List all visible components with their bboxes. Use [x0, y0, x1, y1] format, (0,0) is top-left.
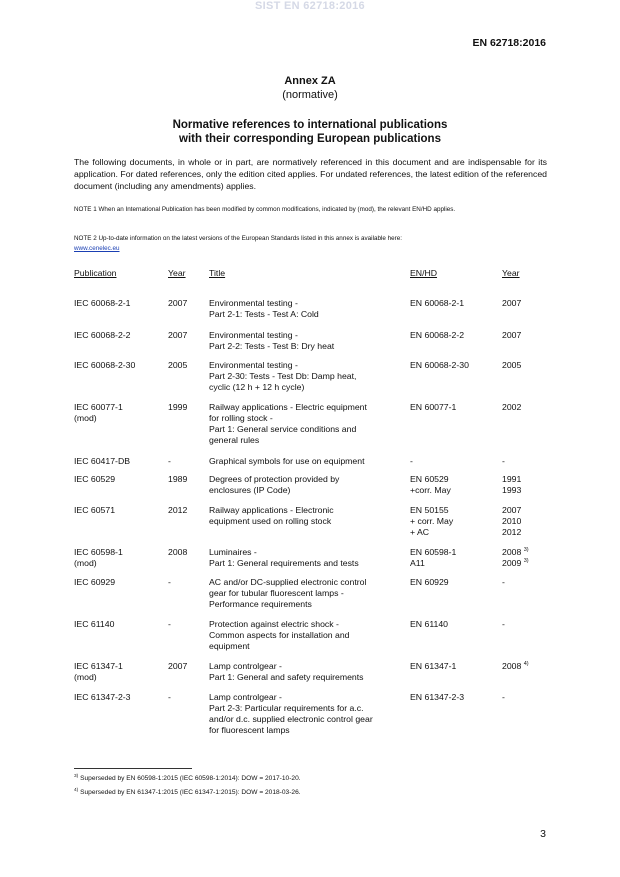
cell-line	[502, 547, 529, 558]
cell-line: 2007	[168, 330, 188, 340]
cell-year	[168, 402, 187, 413]
cell-title	[209, 330, 334, 352]
cell-line: EN 60529	[410, 474, 449, 484]
cell-title	[209, 547, 359, 569]
cell-line: IEC 61347-2-3	[74, 692, 131, 702]
cell-line: Protection against electric shock -	[209, 619, 339, 629]
cell-line: -	[168, 577, 171, 587]
year-value: 2010	[502, 516, 522, 526]
cell-line: AC and/or DC-supplied electronic control	[209, 577, 367, 587]
cell-line: -	[168, 692, 171, 702]
footnote-mark: 3)	[74, 774, 79, 779]
cell-line: enclosures (IP Code)	[209, 485, 291, 495]
cell-line: Environmental testing -	[209, 330, 298, 340]
cell-en-hd	[410, 547, 456, 569]
year-value: 2012	[502, 527, 522, 537]
note-1: NOTE 1 When an International Publication has been modified by common modifications, indicated by (mod), the relevant EN/HD applies.	[74, 206, 456, 213]
cell-year	[168, 577, 171, 588]
cell-line: 2007	[168, 661, 188, 671]
cell-title	[209, 692, 373, 736]
cenelec-link[interactable]: www.cenelec.eu	[74, 244, 120, 252]
cell-line	[502, 505, 521, 516]
cell-year	[168, 661, 187, 672]
cell-line: IEC 60598-1	[74, 547, 123, 557]
cell-year	[168, 692, 171, 703]
cell-line: for fluorescent lamps	[209, 725, 290, 735]
cell-line: Environmental testing -	[209, 298, 298, 308]
watermark: SIST EN 62718:2016	[255, 0, 365, 12]
cell-title	[209, 474, 339, 496]
column-header-year-en: Year	[502, 268, 520, 278]
cell-line: A11	[410, 558, 425, 568]
cell-year	[168, 547, 187, 558]
cell-en-hd	[410, 661, 456, 672]
cell-line: (mod)	[74, 558, 97, 568]
cell-publication	[74, 456, 130, 467]
year-value: 1993	[502, 485, 522, 495]
year-value: 2008	[502, 547, 522, 557]
cell-line: 2007	[168, 298, 188, 308]
cell-line: Railway applications - Electronic	[209, 505, 334, 515]
note-2	[74, 234, 547, 253]
cell-line: general rules	[209, 435, 260, 445]
cell-publication	[74, 547, 123, 569]
section-heading	[0, 118, 620, 146]
footnote-4	[74, 788, 301, 797]
cell-line: + AC	[410, 527, 430, 537]
cell-line: Part 2-1: Tests - Test A: Cold	[209, 309, 319, 319]
cell-line: -	[168, 619, 171, 629]
cell-line: IEC 61140	[74, 619, 115, 629]
cell-year-en	[502, 360, 521, 371]
cell-line	[502, 360, 521, 371]
cell-title	[209, 360, 356, 393]
cell-line: gear for tubular fluorescent lamps -	[209, 588, 344, 598]
page-number: 3	[540, 828, 546, 840]
cell-year-en	[502, 661, 529, 672]
annex-subtitle: (normative)	[282, 89, 338, 101]
cell-year-en	[502, 330, 521, 341]
cell-publication	[74, 692, 131, 703]
footnote-ref: 3)	[523, 558, 529, 564]
cell-line: (mod)	[74, 413, 97, 423]
cell-line	[502, 558, 529, 569]
cell-line: EN 60068-2-1	[410, 298, 465, 308]
cell-line: Part 1: General requirements and tests	[209, 558, 359, 568]
cell-line: -	[410, 456, 413, 466]
year-value: 2009	[502, 558, 522, 568]
cell-line: + corr. May	[410, 516, 454, 526]
cell-line: +corr. May	[410, 485, 451, 495]
cell-line	[502, 692, 505, 703]
cell-year	[168, 619, 171, 630]
cell-year-en	[502, 474, 521, 496]
cell-line: equipment	[209, 641, 250, 651]
cell-line	[502, 330, 521, 341]
cell-en-hd	[410, 456, 413, 467]
cell-line	[502, 619, 505, 630]
cell-line	[502, 456, 505, 467]
footnote-divider	[74, 768, 192, 769]
cell-year	[168, 298, 187, 309]
cell-en-hd	[410, 360, 469, 371]
cell-line: Part 2-2: Tests - Test B: Dry heat	[209, 341, 335, 351]
cell-line: Part 1: General service conditions and	[209, 424, 357, 434]
cell-line: IEC 61347-1	[74, 661, 123, 671]
document-id: EN 62718:2016	[472, 37, 546, 49]
cell-title	[209, 661, 364, 683]
cell-title	[209, 456, 365, 467]
cell-line: -	[168, 456, 171, 466]
cell-line: for rolling stock -	[209, 413, 273, 423]
cell-line: IEC 60068-2-2	[74, 330, 131, 340]
intro-paragraph: The following documents, in whole or in part, are normatively referenced in this document and are indispensable for its application. For dated references, only the edition cited applies. For undated references, the latest edition of the referenced document (including any amendments) applies.	[74, 157, 547, 191]
cell-line: Part 2-30: Tests - Test Db: Damp heat,	[209, 371, 357, 381]
cell-year-en	[502, 577, 505, 588]
cell-line: Performance requirements	[209, 599, 312, 609]
cell-line	[502, 516, 521, 527]
cell-line: EN 60929	[410, 577, 449, 587]
note-2-text: NOTE 2 Up-to-date information on the latest versions of the European Standards listed in this annex is available here:	[74, 235, 402, 242]
cell-line: IEC 60571	[74, 505, 116, 515]
cell-line: cyclic (12 h + 12 h cycle)	[209, 382, 305, 392]
cell-line: 1999	[168, 402, 188, 412]
cell-year	[168, 474, 187, 485]
year-value: 2007	[502, 330, 522, 340]
cell-publication	[74, 402, 123, 424]
cell-line: 2005	[168, 360, 188, 370]
year-value: -	[502, 692, 505, 702]
cell-en-hd	[410, 692, 464, 703]
cell-line: 2012	[168, 505, 188, 515]
cell-line: EN 60598-1	[410, 547, 457, 557]
cell-line: EN 60077-1	[410, 402, 457, 412]
cell-year-en	[502, 505, 521, 538]
cell-line: 2008	[168, 547, 188, 557]
year-value: 2008	[502, 661, 522, 671]
cell-line	[502, 402, 521, 413]
heading-line-1: Normative references to international publications	[172, 119, 448, 131]
column-header-publication: Publication	[74, 268, 117, 278]
cell-line: Lamp controlgear -	[209, 692, 282, 702]
cell-line: Lamp controlgear -	[209, 661, 282, 671]
year-value: -	[502, 577, 505, 587]
cell-year	[168, 360, 187, 371]
cell-line: 1989	[168, 474, 188, 484]
cell-line: EN 60068-2-30	[410, 360, 469, 370]
cell-en-hd	[410, 619, 448, 630]
year-value: -	[502, 619, 505, 629]
cell-line: equipment used on rolling stock	[209, 516, 332, 526]
cell-title	[209, 505, 334, 527]
year-value: 1991	[502, 474, 522, 484]
cell-year-en	[502, 692, 505, 703]
heading-line-2: with their corresponding European publications	[179, 133, 441, 145]
cell-publication	[74, 619, 114, 630]
year-value: 2007	[502, 298, 522, 308]
cell-publication	[74, 298, 131, 309]
year-value: 2005	[502, 360, 522, 370]
footnote-ref: 4)	[523, 661, 529, 667]
footnote-3	[74, 774, 301, 783]
cell-line: EN 50155	[410, 505, 449, 515]
cell-line	[502, 661, 529, 672]
cell-line: Common aspects for installation and	[209, 630, 350, 640]
cell-year-en	[502, 456, 505, 467]
column-header-title: Title	[209, 268, 226, 278]
cell-line: Environmental testing -	[209, 360, 298, 370]
cell-publication	[74, 330, 131, 341]
cell-line: Luminaires -	[209, 547, 257, 557]
cell-line: EN 61347-2-3	[410, 692, 465, 702]
cell-year-en	[502, 619, 505, 630]
cell-publication	[74, 505, 115, 516]
cell-en-hd	[410, 402, 456, 413]
cell-year-en	[502, 547, 529, 569]
cell-title	[209, 619, 350, 652]
cell-year	[168, 456, 171, 467]
footnote-text: Superseded by EN 61347-1:2015 (IEC 61347-1:2015): DOW = 2018-03-26.	[78, 789, 301, 796]
cell-line	[502, 527, 521, 538]
cell-en-hd	[410, 505, 453, 538]
annex-title: Annex ZA	[284, 75, 336, 87]
cell-title	[209, 298, 319, 320]
year-value: 2007	[502, 505, 522, 515]
cell-line: Part 1: General and safety requirements	[209, 672, 364, 682]
cell-line: EN 60068-2-2	[410, 330, 465, 340]
cell-title	[209, 577, 366, 610]
cell-year	[168, 330, 187, 341]
cell-year	[168, 505, 187, 516]
footnote-mark: 4)	[74, 788, 79, 793]
cell-line	[502, 485, 521, 496]
column-header-year: Year	[168, 268, 186, 278]
year-value: -	[502, 456, 505, 466]
cell-en-hd	[410, 298, 464, 309]
cell-year-en	[502, 402, 521, 413]
cell-en-hd	[410, 330, 464, 341]
cell-en-hd	[410, 577, 449, 588]
cell-publication	[74, 577, 115, 588]
cell-line	[502, 298, 521, 309]
cell-year-en	[502, 298, 521, 309]
cell-line: Part 2-3: Particular requirements for a.c.	[209, 703, 364, 713]
cell-line: IEC 60417-DB	[74, 456, 131, 466]
cell-publication	[74, 360, 135, 371]
cell-line: IEC 60529	[74, 474, 116, 484]
cell-line: Degrees of protection provided by	[209, 474, 340, 484]
cell-title	[209, 402, 367, 446]
cell-publication	[74, 474, 115, 485]
footnote-ref: 3)	[523, 547, 529, 553]
cell-line: IEC 60929	[74, 577, 116, 587]
cell-line: IEC 60068-2-30	[74, 360, 136, 370]
cell-en-hd	[410, 474, 451, 496]
year-value: 2002	[502, 402, 522, 412]
cell-publication	[74, 661, 123, 683]
column-header-en-hd: EN/HD	[410, 268, 438, 278]
cell-line	[502, 577, 505, 588]
cell-line: IEC 60077-1	[74, 402, 123, 412]
cell-line: EN 61140	[410, 619, 448, 629]
footnote-text: Superseded by EN 60598-1:2015 (IEC 60598-1:2014): DOW = 2017-10-20.	[78, 775, 301, 782]
cell-line: IEC 60068-2-1	[74, 298, 131, 308]
cell-line: EN 61347-1	[410, 661, 457, 671]
cell-line: (mod)	[74, 672, 97, 682]
cell-line: and/or d.c. supplied electronic control gear	[209, 714, 373, 724]
cell-line: Graphical symbols for use on equipment	[209, 456, 365, 466]
cell-line	[502, 474, 521, 485]
cell-line: Railway applications - Electric equipment	[209, 402, 367, 412]
